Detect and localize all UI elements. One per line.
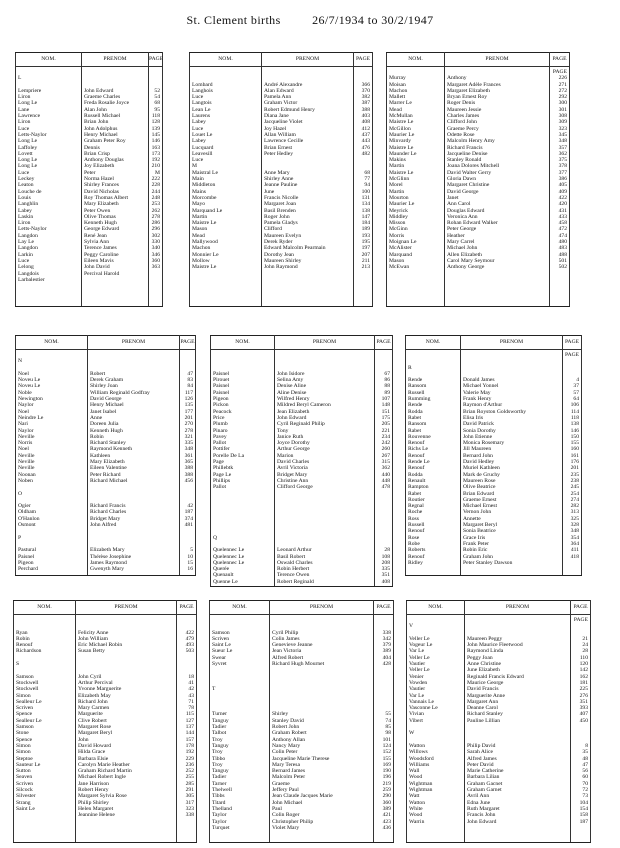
col-nom: NOM. xyxy=(406,336,461,350)
nom-cell: Samson Scriven Saint Le Sueur Le Swear Syvret T Turner Tanguy Tadier Talbot Troy Tanguy Troy Tibbo Troy Tanguy Tadier Tarner Thelwell Tibbs Titard Thelland Taylor Taylor Turquet xyxy=(210,615,270,843)
table-row xyxy=(387,67,570,307)
register-block-1 xyxy=(15,52,570,307)
page-cell: 422 479 493 503 18 41 42 43 71 78 115 127 137 144 157 178 192 229 236 252 255 285 291 305 317 323 338 xyxy=(177,615,197,843)
nom-cell: N Noel Noveu Le Noveu Le Noble Newington Naylor Noel Neindre Le Nari Naylor Neville Norris Noel Neville Neville Neville Noonan Noben O Ogier Oldham O'Hanlon Osmont P Pastural Paisnel Pigeon Perchard xyxy=(16,350,88,576)
prenom-cell: André Alexandre Alan Edward Pamela Ann Graham Victor Robert Edmund Henry Diana Jane Jacqueline Violet Joy Hazel Allan William Lawrence Cecille Brian Ernest Peter Hedley Anne Mary Shirley Anne Jeanne Pauline June Francis Nicolle Margaret Joan Basil Brenden Roger John Pamela Gladys Clifford Maureen Evelyn Derek Ryder Edward Malcolm Pearmain Dorothy Jean Maureen Shirley John Raymond xyxy=(262,67,354,307)
register-table xyxy=(15,335,196,576)
col-prenom: PRENOM xyxy=(88,336,180,350)
page-title xyxy=(0,13,620,28)
register-table xyxy=(13,600,197,843)
page-cell: PAGE 226 271 272 292 300 301 308 309 323 345 348 357 362 375 378 377 386 405 409 422 420 431 433 458 472 474 480 483 488 501 502 xyxy=(550,67,570,307)
table-row xyxy=(210,615,394,843)
col-page: PAGE xyxy=(354,53,373,67)
prenom-cell: Cyril Philip Colin James Genevieve Jeanne Jean Victoria Alfred Robert Richard Hugh Mournet Shirley Stanley David Robert John Graham Robert Anthony Allan Nancy Mary Colin Peter Jacqueline Marie Therese Mary Teresa Bernard James Malcolm Peter Graeme Jeffery Paul Jean Claude Jacques Marie John Michael Paul Colin Roger Christopher Philip Violet Mary xyxy=(270,615,374,843)
prenom-cell: Felicity Anne John William Eric Michael Robin Susan Betty John Cyril Arthur Percival Yvonne Marguerite Elizabeth May Richard John Mary Carmen Marguerite Clive Robert Margaret Rose Margaret Beryl John David Howard Hilda Grace Barbara Elsie Carolyn Marie Heather Graham Richard Martin Michael Robert Ingle Jane Harrison Robert Henry Margaret Sylvia Rose Philip Shirley Helen Margaret Jeannine Helene xyxy=(76,615,177,843)
col-nom: NOM. xyxy=(211,336,275,350)
register-table xyxy=(210,335,393,587)
page-cell: 338 342 379 389 404 428 55 74 85 98 101 124 152 155 169 190 196 219 259 290 360 389 421 423 436 xyxy=(374,615,394,843)
col-prenom: PRENOM xyxy=(82,53,149,67)
col-page: PAGE xyxy=(563,336,582,350)
col-nom: NOM. xyxy=(16,53,82,67)
table-row xyxy=(211,350,393,587)
table-row xyxy=(16,350,196,576)
col-nom: NOM. xyxy=(190,53,262,67)
prenom-cell: Donald James Michael Yonnel Valerie May Frank Henry Raymon d'Arthur Brian Royston Goldsworthy Elisa Iris David Patrick Sonia Dorothy John Etienne Monica Rosemary Jill Maureen Bernard John David Hedley Muriel Kathleen Mark de Gruchy Maureen Rose Olive Beatrice Brian Edward Graeme Ernest Michael Ernest Vernon John Annette Margaret Beryl Sonia Beatrice Grace Iris Frank Peter Robin Eric Graham John Peter Stanley Dawson xyxy=(461,350,563,576)
table-row xyxy=(407,615,591,843)
page-cell: PAGE 4 37 57 64 106 114 118 138 146 150 155 160 161 176 201 235 238 245 254 274 282 313 325 328 348 354 364 411 418 xyxy=(563,350,582,576)
page-cell: 366 370 382 387 388 403 408 412 437 443 476 482 68 77 94 100 131 134 138 147 184 189 193 195 197 207 211 213 xyxy=(354,67,373,307)
col-prenom: PRENOM xyxy=(445,53,550,67)
table-row xyxy=(406,350,582,576)
col-page: PAGE xyxy=(374,601,394,615)
register-table xyxy=(386,52,570,307)
nom-cell: V Veller Le Vogeur Le Var Le Veller Le Vautier Veller Le Venier Vowden Vautier Var Le Vannais Le Vasconne Le Vivian Vibert W Watton Willows Woodsford Williams Wall Wood Wightman Wightman Watt Watton White Wood Warrin xyxy=(407,615,465,843)
page-cell: 47 83 84 117 126 135 177 201 270 278 321 335 348 361 365 388 388 456 42 187 374 481 5 10 15 16 xyxy=(180,350,196,576)
prenom-cell: Anthony Margaret Adèle Frances Margaret Elizabeth Bryan Ernest Roy Roger Denis Maureen Jessie Charles James Clifford John Graeme Percy Odette Rose Malcolm Henry Amy Richard Francis Jacqueline Denise Stanley Ronald Joana Dolores Mitchell David Walter Gerry Gloria Dawn Margaret Christine David George Janet Ann Carol Douglas Edward Veronica Ann Rohan Edward Walker Peter George Heather Mary Carrel Michael John Allen Elizabeth Carol Mary Seymour Anthony George xyxy=(445,67,550,307)
nom-cell: L Lempriere Liron Long Le Lane Lawrence Liron Luce Letts-Naylor Long Le Laffoley Lovett Long Le Long Le Luce Leckey Leaton Louche de Louis Langhlin Labey Laskin Liron Letts-Naylor Langdon Lay Le Langdon Larkin Luce Lelong Langdois Larbalestier xyxy=(16,67,82,307)
prenom-cell: John Edward Graeme Charles Freda Rosalie Joyce Alan John Russell Michael Brian John John Adolphus Henry Michael Graham Peter Roy Dennis Brian Crisp Anthony Douglas Joy Elizabeth Peter Norma Hazel Shirley Frances David Nicholas Roy Thomas Albert Mary Elizabeth Peter Owen Olive Thomas Kenneth Hugh George Edward René Jean Sylvia Ann Terence James Peggy Caroline Eileen Mavis John David Percival Harold xyxy=(82,67,149,307)
col-prenom: PRENOM xyxy=(76,601,177,615)
register-table xyxy=(209,600,394,843)
col-page: PAGE xyxy=(375,336,393,350)
col-nom: NOM. xyxy=(16,336,88,350)
register-table xyxy=(405,335,582,576)
table-row xyxy=(16,67,163,307)
nom-cell: Murray Moisan Machon Mallett Marrer Le Mead McMullan Maistre Le McGillon Maurier Le Minvardy Maistre Le Maunder Le Makins Martin Maistre Le McGlinn Morel Martin Mourton Maurier Le Meyrick Middley Misson McGinn Morris Moignan Le McAlister Marquand Mason McEwan xyxy=(387,67,445,307)
col-prenom: PRENOM xyxy=(262,53,354,67)
table-row xyxy=(190,67,373,307)
col-page: PAGE xyxy=(180,336,196,350)
page-cell: PAGE 21 24 28 110 120 142 162 181 225 276 351 393 407 450 8 35 48 47 56 60 70 72 73 104 154 158 187 xyxy=(571,615,591,843)
register-table xyxy=(15,52,163,307)
nom-cell: R Rende Ransom Russell Rumming Rende Rodda Rabet Ransom Rabet Rouvenne Renouf Richs Le Renouf Rende Le Renouf Rodda Renault Rampton Rabet Routier Regnal Roche Ross Russell Renouf Rose Robe Roberts Renouf Ridley xyxy=(406,350,461,576)
title-range: 26/7/1934 to 30/2/1947 xyxy=(312,13,434,27)
col-prenom: PRENOM xyxy=(270,601,374,615)
page-cell: 52 54 68 95 118 128 139 145 146 163 173 192 210 M 222 228 244 248 253 262 278 286 296 302 330 340 346 360 363 xyxy=(149,67,163,307)
col-page: PAGE xyxy=(149,53,163,67)
prenom-cell: John Isidore Selina Amy Denise Aline Aline Denise Wilfred Henry Mildred Beryl Cameron Jean Elizabeth John Edward Cyril Reginald Philip Tony Janice Ruth Joyce Dorothy Arthur George Marion David Charles Avril Victoria Bridget Mary Christine Ann Clifford George Leonard Arthur Basil Robert Oswald Charles Robin Herbert Terence Owen Robert Reginald xyxy=(275,350,375,587)
col-nom: NOM. xyxy=(387,53,445,67)
col-page: PAGE xyxy=(550,53,570,67)
col-prenom: PRENOM xyxy=(275,336,375,350)
col-nom: NOM. xyxy=(210,601,270,615)
nom-cell: Ryan Robin Renouf Richardson S Samson Stockwell Stockwell Simon Sealleur Le Scriven Spence Sealleur Le Samson Stone Spence Simon Simon Steptoe Sauteur Le Sutton Seaven Scriven Silcock Silvester Strang Saint Le xyxy=(14,615,76,843)
register-block-2 xyxy=(15,335,582,587)
prenom-cell: Robert Derek Graham Shirley Joan William Reginald Godfray David George Henry Michael Janet Isabel Anne Doreen Julia Kenneth Hugh Robin Richard Stanley Raymond Kenneth Kathleen Mary Elizabeth Eileen Valentine Peter Richard Richard Michael Richard Francis Richard Charles Bridget Mary John Alfred Elizabeth Mary Thérèse Josephine James Raymond Gwenyth Mary xyxy=(88,350,180,576)
register-table xyxy=(189,52,373,307)
table-row xyxy=(14,615,197,843)
nom-cell: Paisnel Pirouet Paisnel Paisnel Pigeon Pickon Peacock Price Plumb Pinaro Pavey Pallot Pottifer Porelle De La Page Phillebtk Page Le Phillips Pallot Q Quelennec Le Quelennec Le Quelennec Le Querée Quenault Quenne Le xyxy=(211,350,275,587)
col-page: PAGE xyxy=(571,601,591,615)
page-cell: 67 86 88 89 107 148 151 175 205 221 234 242 260 267 315 362 440 448 478 28 108 208 335 351 408 xyxy=(375,350,393,587)
prenom-cell: Maureen Peggy John Maurice Fleetwood Raymond Linda Peggy Joan Anne Christine June Elizabeth Reginald Francis Edward Maurice George David Francis Marguerite Anne Margaret Ann Deanne Carol Richard Stanley Pauline Lillian Philip David Sarah Alice Alfred James Peter David Marie Catherine Barbara Lilian Graham Gacnet Graham Garnet Avril Ann Edna June Ruth Margaret Francis John John Edward xyxy=(465,615,571,843)
register-block-3 xyxy=(13,600,591,843)
col-prenom: PRENOM xyxy=(461,336,563,350)
nom-cell: Lombard Langhois Luce Langtois Lean Le Laurens Labey Luce Louet Le Labey Lucquard Leavesill Luce M Maistral Le Main Middleton Mains Morcombe Mayo Marquand Le Martin Maistre Le Mason Mead Mallywood Machon Monnier Le Mollow Maistre Le xyxy=(190,67,262,307)
col-prenom: PRENOM xyxy=(465,601,571,615)
register-table xyxy=(406,600,591,843)
title-text: St. Clement births xyxy=(186,13,281,27)
col-nom: NOM. xyxy=(407,601,465,615)
col-page: PAGE xyxy=(177,601,197,615)
col-nom: NOM. xyxy=(14,601,76,615)
